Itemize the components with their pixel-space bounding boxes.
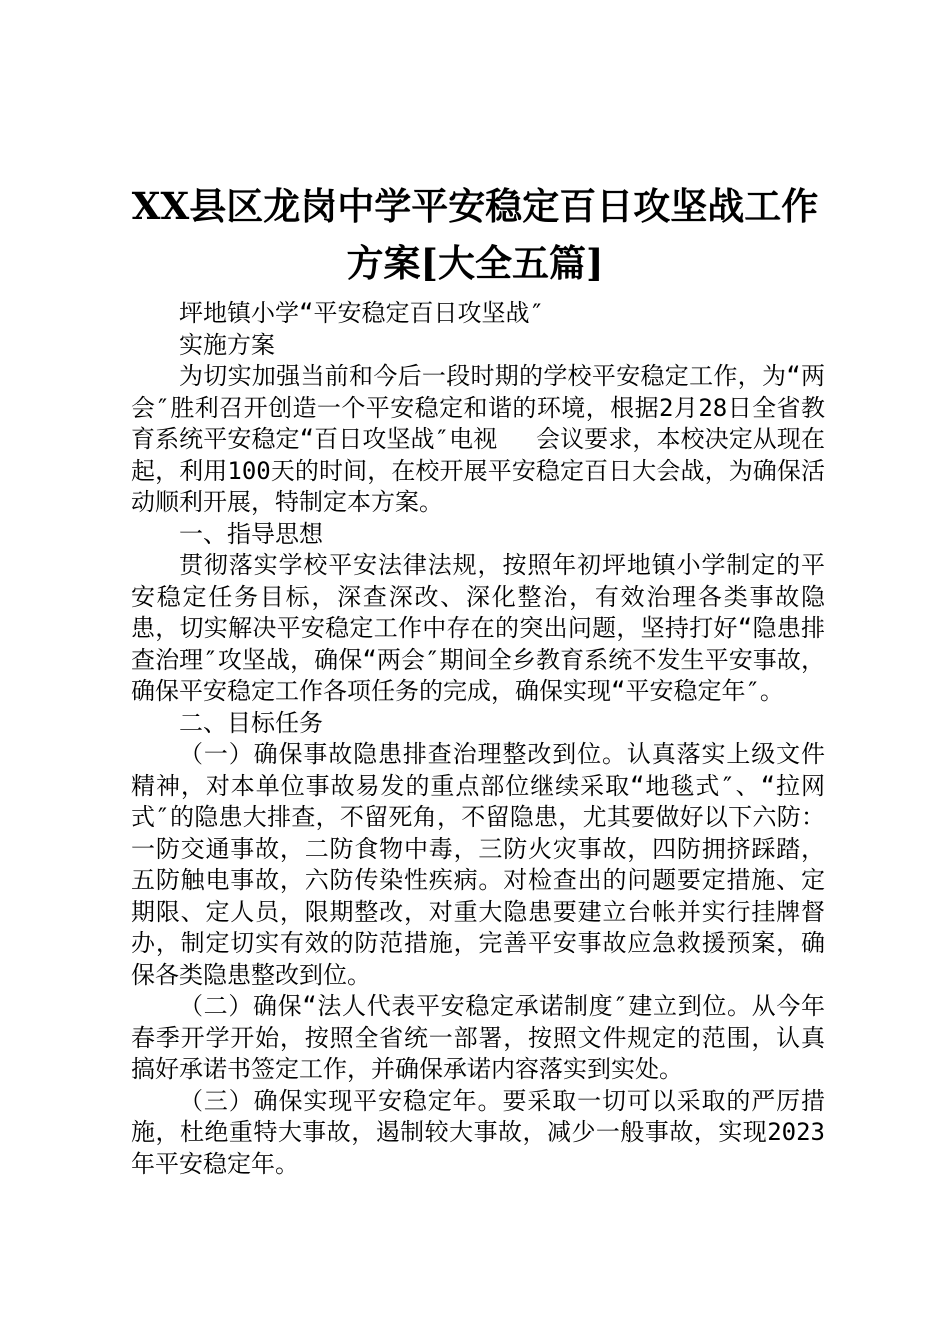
section-heading-goals-tasks: 二、目标任务 (179, 708, 323, 737)
paragraph-task-one: （一）确保事故隐患排查治理整改到位。认真落实上级文件精神，对本单位事故易发的重点部位继续采取“地毯式″、“拉网式″的隐患大排查，不留死角，不留隐患，尤其要做好以下六防：一防交通事故，二防食物中毒，三防火灾事故，四防拥挤踩踏，五防触电事故，六防传染性疾病。对检查出的问题要定措施、定期限、定人员，限期整改，对重大隐患要建立台帐并实行挂牌督办，制定切实有效的防范措施，完善平安事故应急救援预案，确保各类隐患整改到位。 (131, 740, 825, 989)
paragraph-guiding-ideology: 贯彻落实学校平安法律法规，按照年初坪地镇小学制定的平安稳定任务目标，深查深改、深化整治，有效治理各类事故隐患，切实解决平安稳定工作中存在的突出问题，坚持打好“隐患排查治理″攻坚战，确保“两会″期间全乡教育系统不发生平安事故，确保平安稳定工作各项任务的完成，确保实现“平安稳定年″。 (131, 551, 825, 705)
paragraph-introduction: 为切实加强当前和今后一段时期的学校平安稳定工作，为“两会″胜利召开创造一个平安稳定和谐的环境，根据2月28日全省教育系统平安稳定“百日攻坚战″电视 会议要求，本校决定从现在起，利用100天的时间，在校开展平安稳定百日大会战，为确保活动顺利开展，特制定本方案。 (131, 362, 825, 516)
paragraph-school-name: 坪地镇小学“平安稳定百日攻坚战″ (179, 299, 544, 327)
paragraph-task-three: （三）确保实现平安稳定年。要采取一切可以采取的严厉措施，杜绝重特大事故，遏制较大事故，减少一般事故，实现2023年平安稳定年。 (131, 1086, 825, 1178)
document-title: XX县区龙岗中学平安稳定百日攻坚战工作方案[大全五篇] (131, 184, 819, 285)
paragraph-task-two: （二）确保“法人代表平安稳定承诺制度″建立到位。从今年春季开学开始，按照全省统一部署，按照文件规定的范围，认真搞好承诺书签定工作，并确保承诺内容落实到实处。 (131, 992, 825, 1083)
document-body (131, 298, 825, 1180)
paragraph-plan-label: 实施方案 (179, 330, 275, 359)
section-heading-guiding-ideology: 一、指导思想 (179, 519, 323, 548)
